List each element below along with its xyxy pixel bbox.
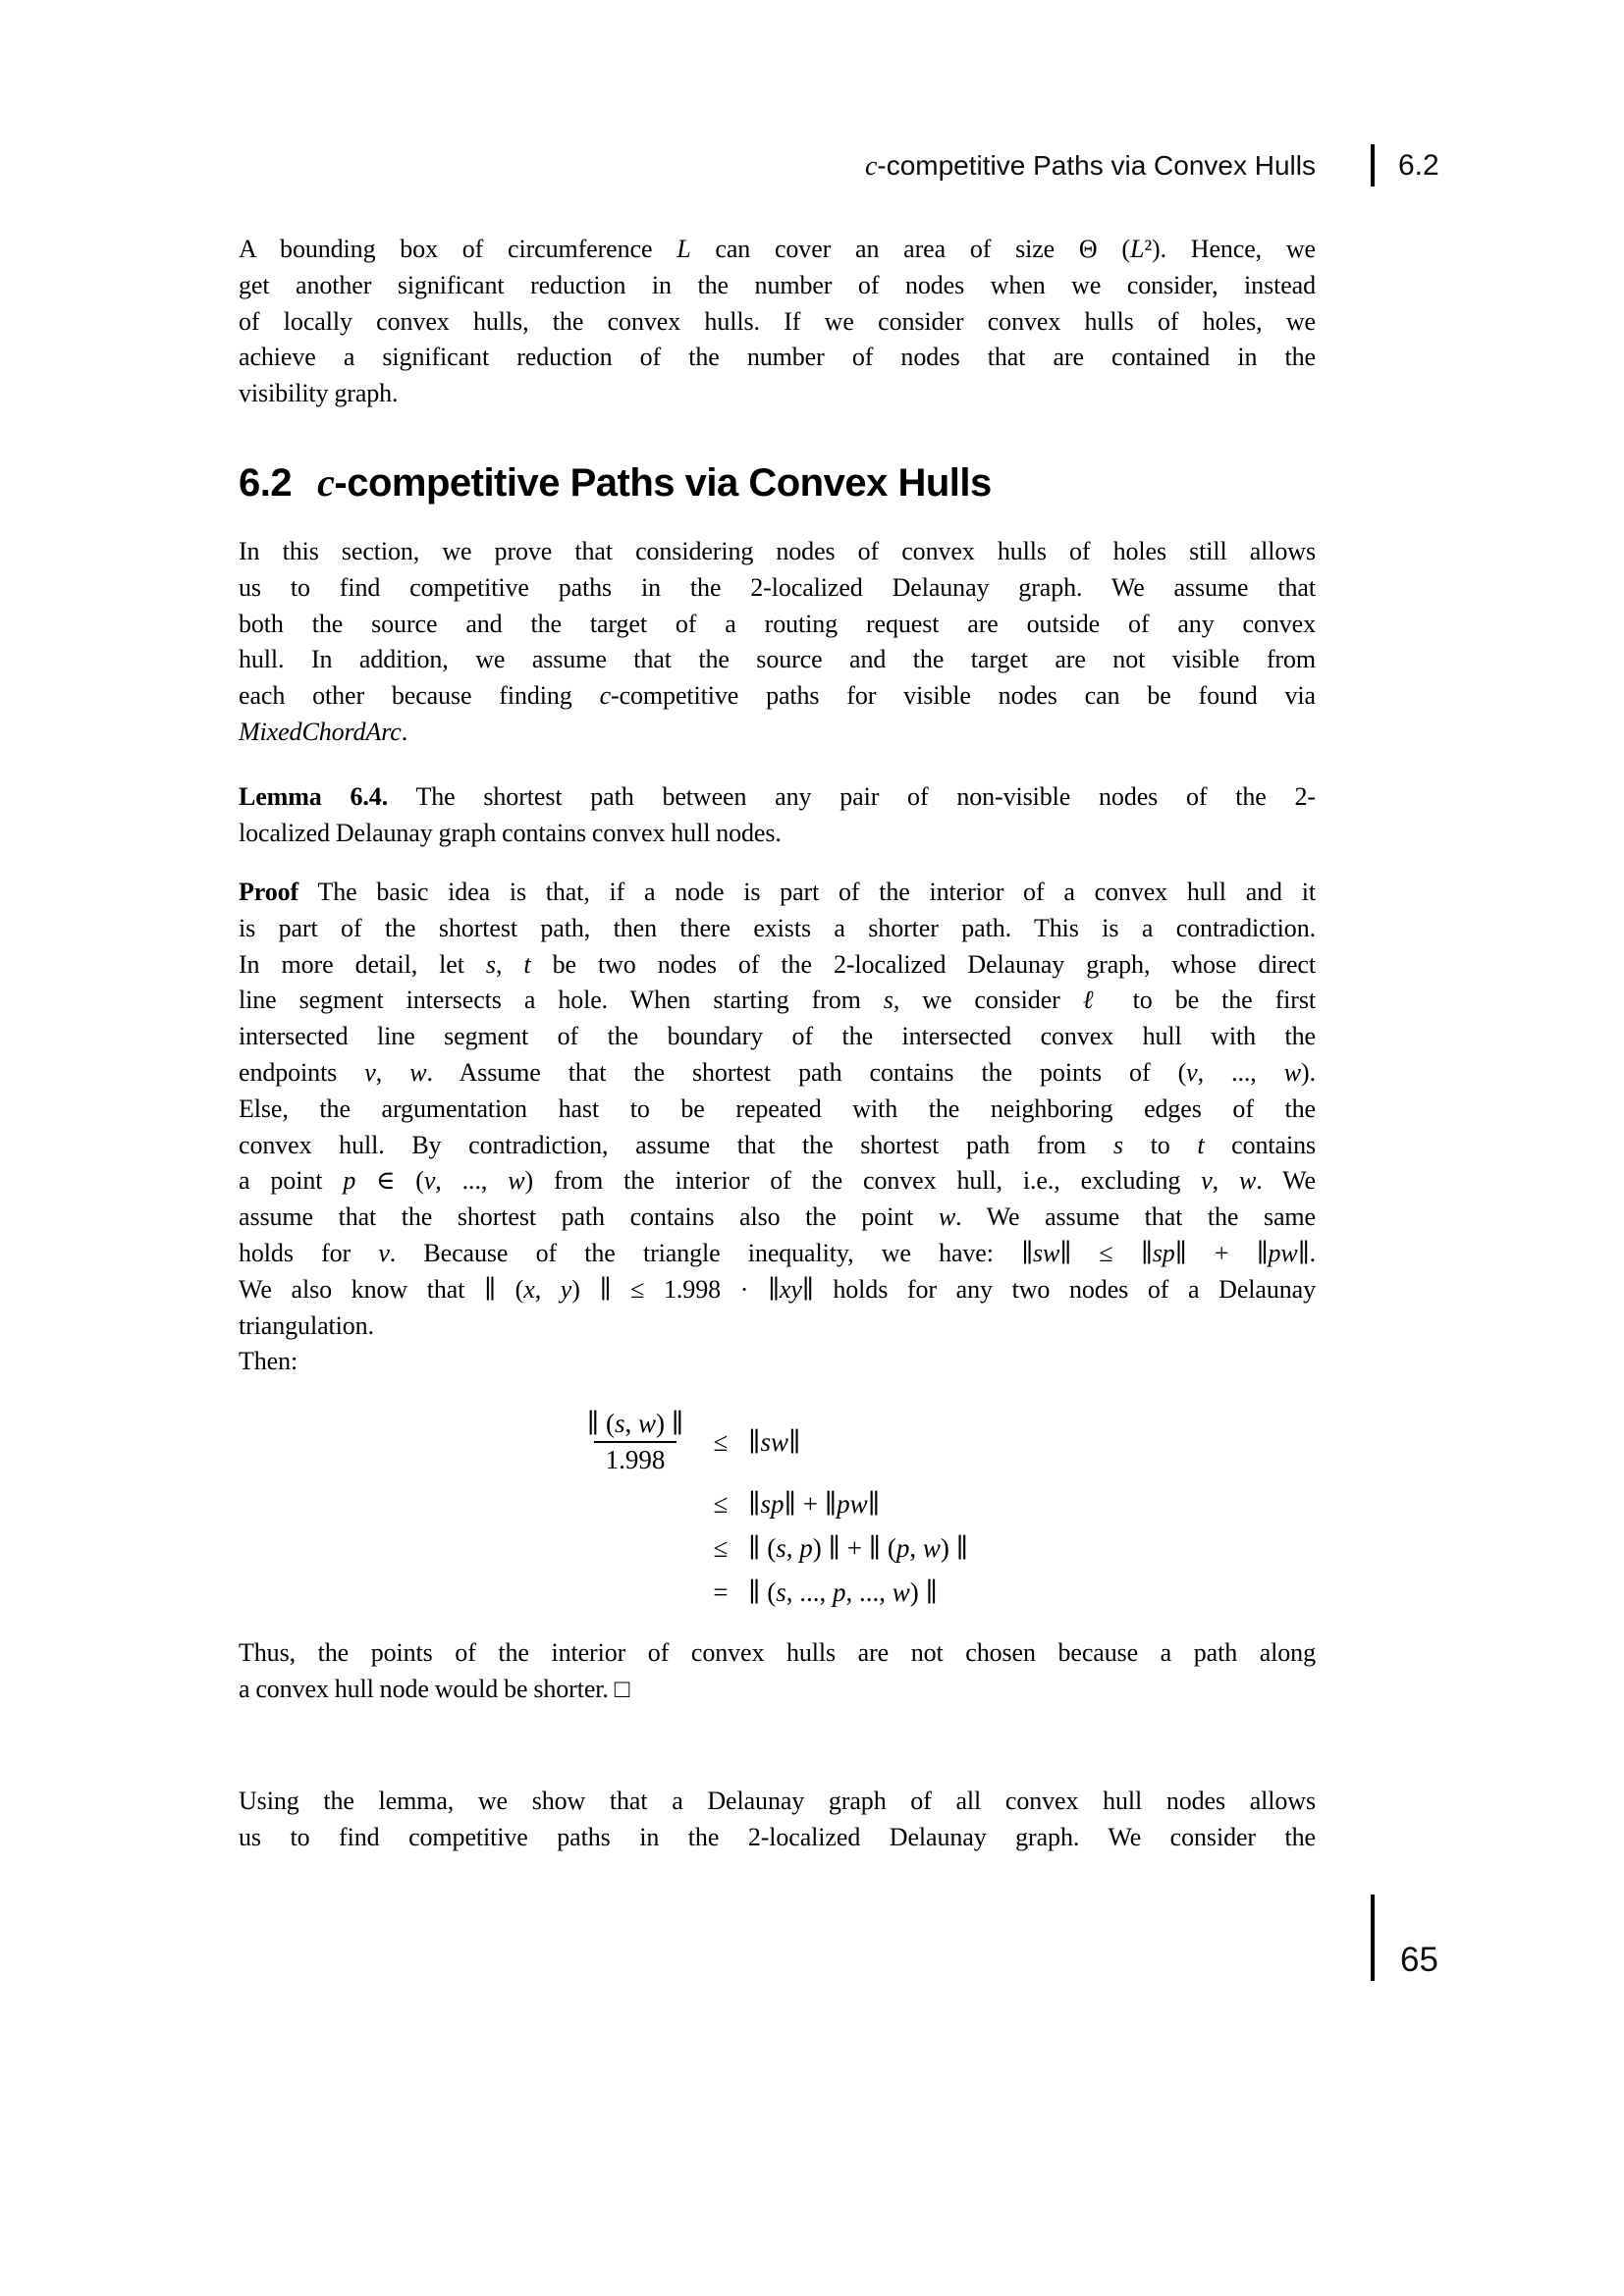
- lemma-6-4: [239, 779, 1316, 852]
- text-line: triangulation.: [239, 1310, 374, 1340]
- equation-row: [577, 1571, 968, 1615]
- text-line: We also know that ∥ (x, y) ∥ ≤ 1.998 · ∥xy∥ holds for any two nodes of a Delaunay: [239, 1274, 1316, 1304]
- equation-row: [577, 1482, 968, 1526]
- section-paragraph: [239, 534, 1316, 751]
- text-line: each other because finding c-competitive paths for visible nodes can be found via: [239, 681, 1316, 711]
- page-number: 65: [1400, 1941, 1438, 1979]
- equation-row: [577, 1402, 968, 1482]
- text-line: achieve a significant reduction of the number of nodes that are contained in the: [239, 343, 1316, 372]
- text-line: holds for v. Because of the triangle inequality, we have: ∥sw∥ ≤ ∥sp∥ + ∥pw∥.: [239, 1238, 1316, 1267]
- text-line: hull. In addition, we assume that the source and the target are not visible from: [239, 645, 1316, 674]
- text-line: Else, the argumentation hast to be repeated with the neighboring edges of the: [239, 1094, 1316, 1123]
- header-section-number: 6.2: [1398, 149, 1439, 182]
- section-number: 6.2: [239, 461, 293, 505]
- closing-paragraph: [239, 1784, 1316, 1856]
- fraction-numerator: ∥ (s, w) ∥: [586, 1408, 684, 1438]
- section-heading: [239, 461, 992, 505]
- text-line: assume that the shortest path contains also the point w. We assume that the same: [239, 1202, 1317, 1232]
- text-line: us to find competitive paths in the 2-localized Delaunay graph. We consider the: [239, 1822, 1316, 1851]
- intro-paragraph: [239, 232, 1316, 412]
- text-line: intersected line segment of the boundary of the intersected convex hull with the: [239, 1022, 1316, 1051]
- text-line: line segment intersects a hole. When starting from s, we consider ℓ to be the first: [239, 986, 1316, 1015]
- relation-symbol: ≤: [713, 1533, 729, 1563]
- text-line: a point p ∈ (v, ..., w) from the interior of the convex hull, i.e., excluding v, w. We: [239, 1166, 1316, 1196]
- section-title: c-competitive Paths via Convex Hulls: [317, 460, 992, 505]
- text-line: Using the lemma, we show that a Delaunay graph of all convex hull nodes allows: [239, 1787, 1316, 1815]
- relation-symbol: =: [713, 1577, 729, 1607]
- proof-conclusion-paragraph: [239, 1635, 1316, 1708]
- text-line: of locally convex hulls, the convex hulls. If we consider convex hulls of holes, we: [239, 306, 1316, 336]
- footer-rule: [1371, 1895, 1375, 1981]
- text-line: A bounding box of circumference L can cover an area of size Θ (L²). Hence, we: [239, 235, 1316, 263]
- text-line: is part of the shortest path, then there exists a shorter path. This is a contradiction.: [239, 913, 1316, 942]
- running-header-title: c-competitive Paths via Convex Hulls: [864, 150, 1316, 182]
- text-line: Lemma 6.4. The shortest path between any pair of non-visible nodes of the 2-: [239, 782, 1316, 811]
- fraction-denominator: 1.998: [594, 1441, 677, 1477]
- text-line: convex hull. By contradiction, assume that the shortest path from s to t contains: [239, 1130, 1317, 1159]
- text-line: visibility graph.: [239, 379, 399, 408]
- relation-symbol: ≤: [713, 1489, 729, 1519]
- equation-rhs: ∥sw∥: [748, 1426, 801, 1457]
- equation-rhs: ∥ (s, ..., p, ..., w) ∥: [748, 1577, 938, 1607]
- equation-rhs: ∥sp∥ + ∥pw∥: [748, 1489, 881, 1519]
- proof-paragraph: [239, 875, 1316, 1380]
- text-line: both the source and the target of a routing request are outside of any convex: [239, 609, 1316, 638]
- text-line: Proof The basic idea is that, if a node is part of the interior of a convex hull and it: [239, 878, 1316, 906]
- text-line: In this section, we prove that considering nodes of convex hulls of holes still allows: [239, 537, 1316, 565]
- text-line: localized Delaunay graph contains convex hull nodes.: [239, 818, 782, 847]
- text-line: us to find competitive paths in the 2-localized Delaunay graph. We assume that: [239, 572, 1316, 602]
- text-line: Then:: [239, 1347, 298, 1376]
- equation-block: [577, 1402, 968, 1615]
- text-line: get another significant reduction in the number of nodes when we consider, instead: [239, 270, 1316, 299]
- header-rule: [1371, 144, 1375, 187]
- text-line: MixedChordArc.: [239, 717, 408, 746]
- text-line: Thus, the points of the interior of convex hulls are not chosen because a path along: [239, 1638, 1316, 1667]
- text-line: endpoints v, w. Assume that the shortest path contains the points of (v, ..., w).: [239, 1057, 1316, 1087]
- equation-rhs: ∥ (s, p) ∥ + ∥ (p, w) ∥: [748, 1533, 969, 1563]
- equation-row: [577, 1526, 968, 1571]
- text-line: In more detail, let s, t be two nodes of the 2-localized Delaunay graph, whose direct: [239, 949, 1316, 979]
- relation-symbol: ≤: [713, 1426, 729, 1457]
- equation-fraction: [577, 1408, 693, 1477]
- text-line: a convex hull node would be shorter. □: [239, 1674, 630, 1703]
